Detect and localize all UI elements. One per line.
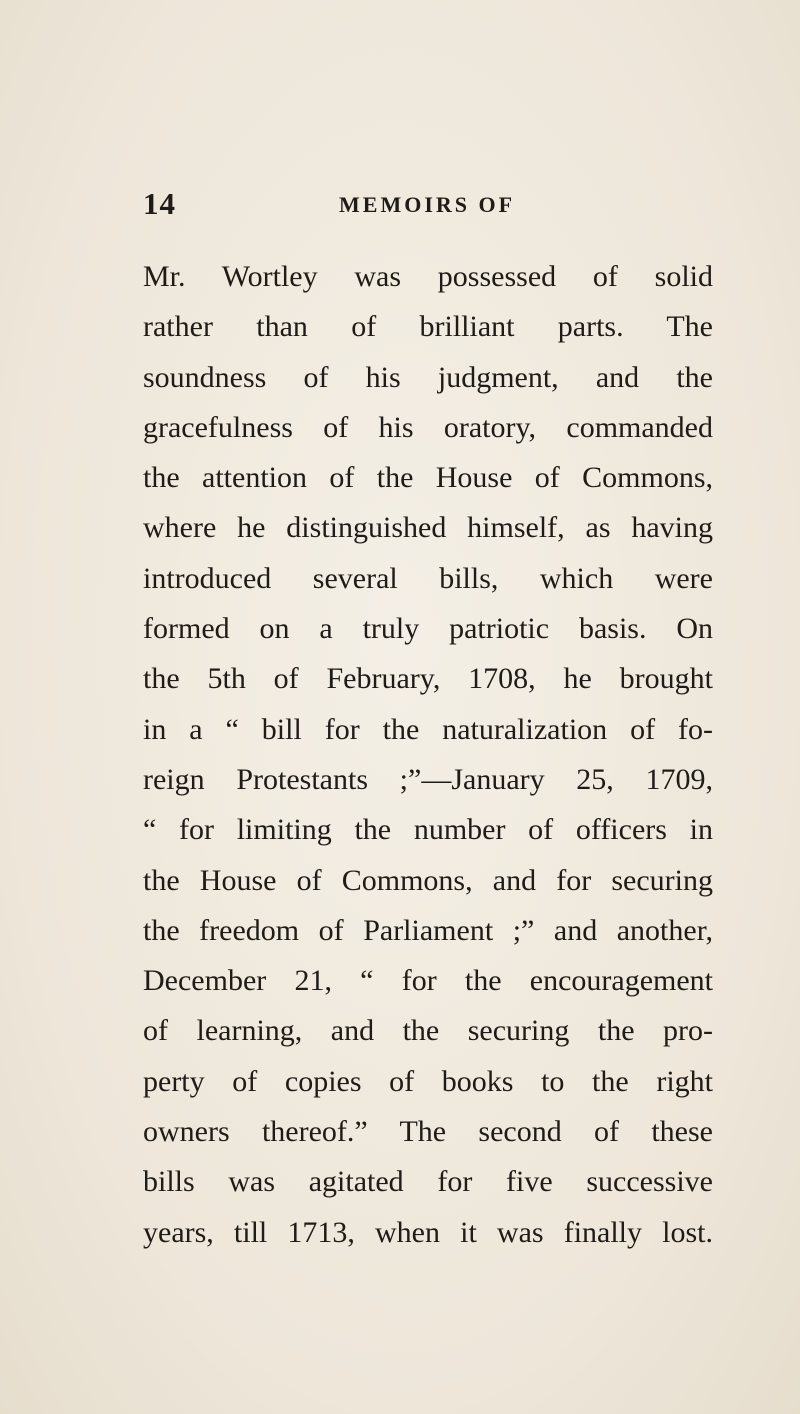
text-line: the attention of the House of Commons, bbox=[143, 461, 713, 495]
text-line: owners thereof.” The second of these bbox=[143, 1115, 713, 1149]
text-line: gracefulness of his oratory, commanded bbox=[143, 410, 713, 444]
text-line: the freedom of Parliament ;” and another, bbox=[143, 913, 713, 947]
text-line: December 21, “ for the encouragement bbox=[143, 964, 713, 998]
text-line: rather than of brilliant parts. The bbox=[143, 310, 713, 344]
text-line: years, till 1713, when it was finally lost. bbox=[143, 1215, 713, 1249]
text-line: the 5th of February, 1708, he brought bbox=[143, 662, 713, 696]
running-head bbox=[143, 186, 713, 222]
text-line: where he distinguished himself, as having bbox=[143, 511, 713, 545]
text-line: of learning, and the securing the pro- bbox=[143, 1014, 713, 1048]
text-line: reign Protestants ;”—January 25, 1709, bbox=[143, 762, 713, 796]
text-line: bills was agitated for five successive bbox=[143, 1165, 713, 1199]
text-line: perty of copies of books to the right bbox=[143, 1064, 713, 1098]
text-line: “ for limiting the number of officers in bbox=[143, 813, 713, 847]
page-number: 14 bbox=[143, 186, 176, 221]
text-line: introduced several bills, which were bbox=[143, 561, 713, 595]
text-line: in a “ bill for the naturalization of fo- bbox=[143, 712, 713, 746]
text-line: Mr. Wortley was possessed of solid bbox=[143, 260, 713, 293]
text-line: the House of Commons, and for securing bbox=[143, 863, 713, 897]
text-line: soundness of his judgment, and the bbox=[143, 360, 713, 394]
text-line: formed on a truly patriotic basis. On bbox=[143, 612, 713, 646]
running-title: MEMOIRS OF bbox=[339, 192, 516, 217]
body-text bbox=[143, 252, 713, 1258]
